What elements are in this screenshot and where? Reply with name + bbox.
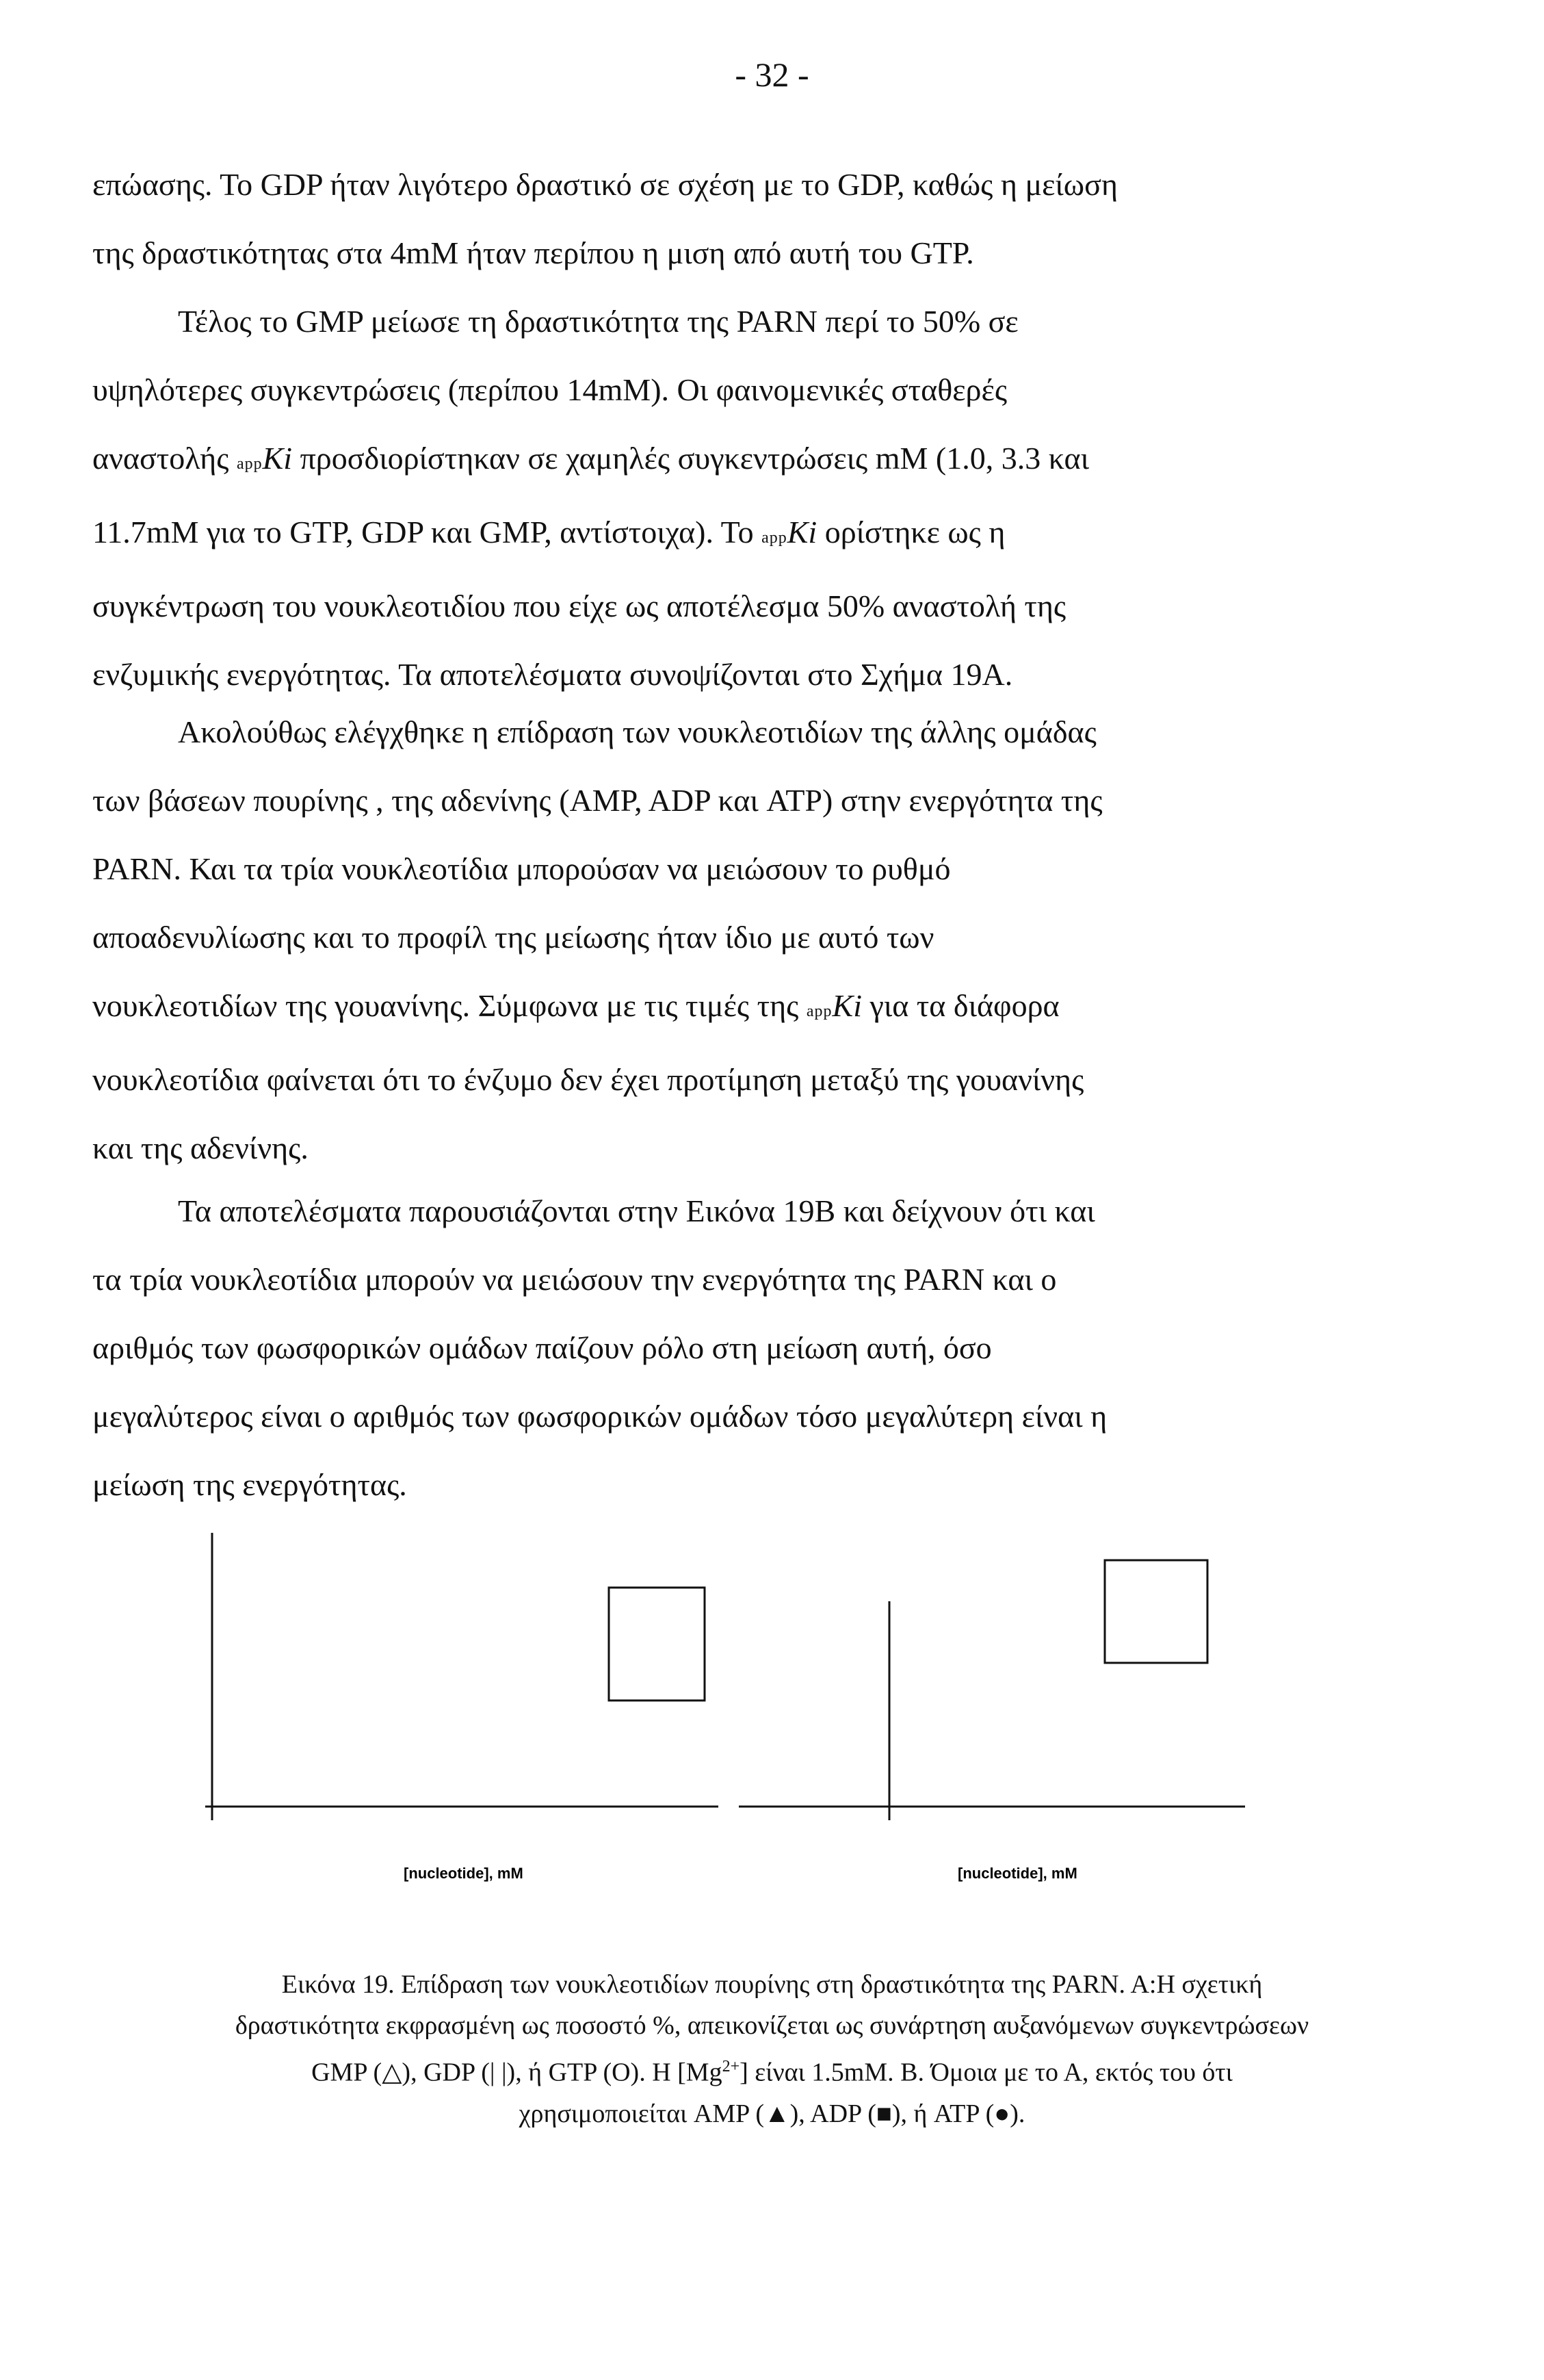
- figure-19: [178, 1533, 1272, 1889]
- text-line: υψηλότερες συγκεντρώσεις (περίπου 14mM). Οι φαινομενικές σταθερές: [92, 372, 1008, 407]
- text-line: αναστολής appKi προσδιορίστηκαν σε χαμηλές συγκεντρώσεις mM (1.0, 3.3 και: [92, 441, 1089, 476]
- caption-line: χρησιμοποιείται AMP (▲), ADP (■), ή ATP (●).: [519, 2099, 1025, 2128]
- text-line: PARN. Και τα τρία νουκλεοτίδια μπορούσαν να μειώσουν το ρυθμό: [92, 851, 951, 886]
- text-line: 11.7mM για το GTP, GDP και GMP, αντίστοιχα). Το appKi ορίστηκε ως η: [92, 515, 1006, 549]
- figure-svg: [178, 1533, 1272, 1889]
- panel-a: [205, 1533, 718, 1882]
- text-line: μεγαλύτερος είναι ο αριθμός των φωσφορικών ομάδων τόσο μεγαλύτερη είναι η: [92, 1399, 1108, 1434]
- text-line: νουκλεοτίδια φαίνεται ότι το ένζυμο δεν έχει προτίμηση μεταξύ της γουανίνης: [92, 1062, 1084, 1097]
- paragraph-2: [92, 287, 1269, 709]
- text-line: αριθμός των φωσφορικών ομάδων παίζουν ρόλο στη μείωση αυτή, όσο: [92, 1330, 992, 1365]
- figure-caption: [55, 1964, 1489, 2134]
- text-line: αποαδενυλίωσης και το προφίλ της μείωσης ήταν ίδιο με αυτό των: [92, 920, 934, 955]
- text-line: των βάσεων πουρίνης , της αδενίνης (AMP, ADP και ATP) στην ενεργότητα της: [92, 783, 1103, 818]
- paragraph-4: [92, 1177, 1269, 1519]
- panel-a-legend-box: [609, 1588, 705, 1700]
- paragraph-1: [92, 151, 1269, 287]
- panel-b-legend-box: [1105, 1560, 1207, 1663]
- text-line: Τα αποτελέσματα παρουσιάζονται στην Εικόνα 19B και δείχνουν ότι και: [178, 1193, 1095, 1228]
- caption-line: δραστικότητα εκφρασμένη ως ποσοστό %, απεικονίζεται ως συνάρτηση αυξανόμενων συγκεντρώσεων: [235, 2011, 1309, 2040]
- text-line: ενζυμικής ενεργότητας. Τα αποτελέσματα συνοψίζονται στο Σχήμα 19A.: [92, 657, 1013, 692]
- panel-b: [739, 1560, 1245, 1882]
- text-line: επώασης. Το GDP ήταν λιγότερο δραστικό σε σχέση με το GDP, καθώς η μείωση: [92, 167, 1118, 202]
- text-line: τα τρία νουκλεοτίδια μπορούν να μειώσουν την ενεργότητα της PARN και ο: [92, 1262, 1057, 1297]
- caption-line: Εικόνα 19. Επίδραση των νουκλεοτιδίων πουρίνης στη δραστικότητα της PARN. A:Η σχετική: [281, 1970, 1263, 1999]
- text-line: νουκλεοτιδίων της γουανίνης. Σύμφωνα με τις τιμές της appKi για τα διάφορα: [92, 988, 1060, 1023]
- text-line: Ακολούθως ελέγχθηκε η επίδραση των νουκλεοτιδίων της άλλης ομάδας: [178, 714, 1097, 749]
- text-line: Τέλος το GMP μείωσε τη δραστικότητα της PARN περί το 50% σε: [178, 304, 1019, 339]
- panel-a-x-label: [nucleotide], mM: [404, 1865, 523, 1882]
- paragraph-3: [92, 698, 1269, 1182]
- panel-b-x-label: [nucleotide], mM: [958, 1865, 1077, 1882]
- text-line: μείωση της ενεργότητας.: [92, 1467, 407, 1502]
- text-line: και της αδενίνης.: [92, 1130, 309, 1165]
- text-line: συγκέντρωση του νουκλεοτιδίου που είχε ως αποτέλεσμα 50% αναστολή της: [92, 588, 1067, 623]
- text-line: της δραστικότητας στα 4mM ήταν περίπου η μιση από αυτή του GTP.: [92, 235, 974, 270]
- page-number: - 32 -: [735, 55, 809, 94]
- caption-line: GMP (△), GDP (| |), ή GTP (O). H $[Mg^{2+}]$ είναι 1.5mM. B. Όμοια με το Α, εκτός του ότι: [311, 2058, 1233, 2087]
